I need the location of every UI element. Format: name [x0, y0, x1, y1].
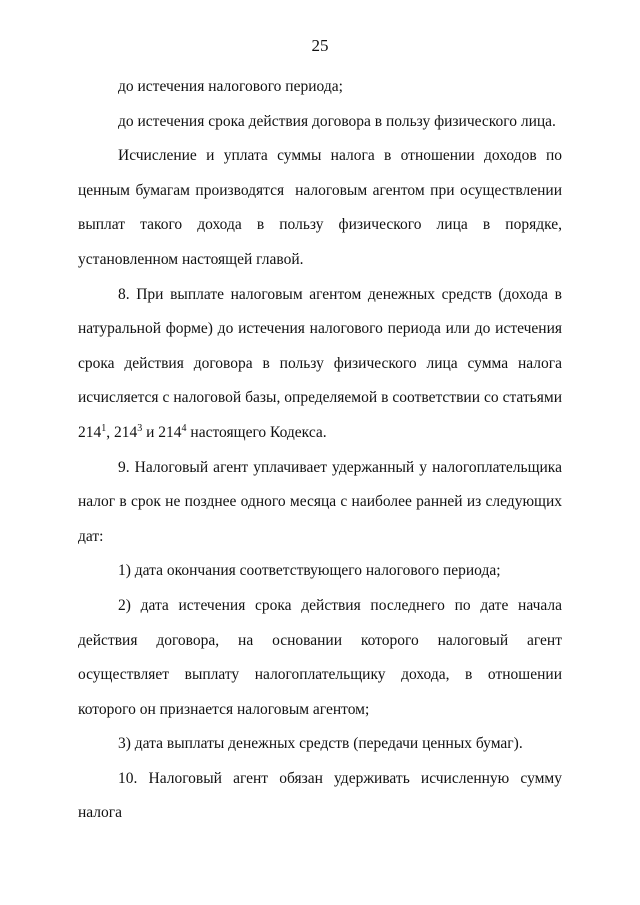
document-body: [78, 70, 566, 831]
paragraph-securities-income: Исчисление и уплата суммы налога в отношении доходов по ценным бумагам производятся налоговым агентом при осуществлении выплат такого дохода в пользу физического лица в порядке, установленном настоящей главой.: [78, 147, 566, 268]
article-ref-separator: и: [142, 423, 159, 441]
list-item-1: 1) дата окончания соответствующего налогового периода;: [118, 562, 501, 580]
item-8-tail: настоящего Кодекса.: [186, 423, 327, 441]
paragraph-item-8: [78, 278, 562, 451]
article-ref-214-4-superscript: 4: [181, 422, 187, 434]
paragraph-contract-term: до истечения срока действия договора в пользу физического лица.: [118, 112, 556, 130]
item-8-text: 8. При выплате налоговым агентом денежных средств (дохода в натуральной форме) до истечения налогового периода или до истечения срока действия договора в пользу физического лица сумма налога исчисляется с налоговой базы, определяемой в соответствии со статьями: [78, 285, 562, 407]
paragraph-item-10: 10. Налоговый агент обязан удерживать исчисленную сумму налога: [78, 769, 562, 822]
page-number: 25: [311, 36, 329, 55]
article-ref-214-4: 214: [158, 423, 182, 441]
article-ref-214-3-superscript: 3: [137, 422, 143, 434]
article-ref-214-1: 214: [78, 423, 102, 441]
article-ref-separator: ,: [106, 423, 114, 441]
paragraph-item-9: 9. Налоговый агент уплачивает удержанный у налогоплательщика налог в срок не позднее одного месяца с наиболее ранней из следующих дат:: [78, 458, 562, 545]
paragraph-tax-period: до истечения налогового периода;: [118, 78, 343, 95]
list-item-3: 3) дата выплаты денежных средств (передачи ценных бумаг).: [118, 735, 523, 753]
list-item-2: 2) дата истечения срока действия последнего по дате начала действия договора, на основании которого налоговый агент осуществляет выплату налогоплательщику дохода, в отношении которого он признается налоговым агентом;: [78, 596, 562, 718]
article-ref-214-1-superscript: 1: [101, 422, 107, 434]
article-ref-214-3: 214: [114, 423, 138, 441]
